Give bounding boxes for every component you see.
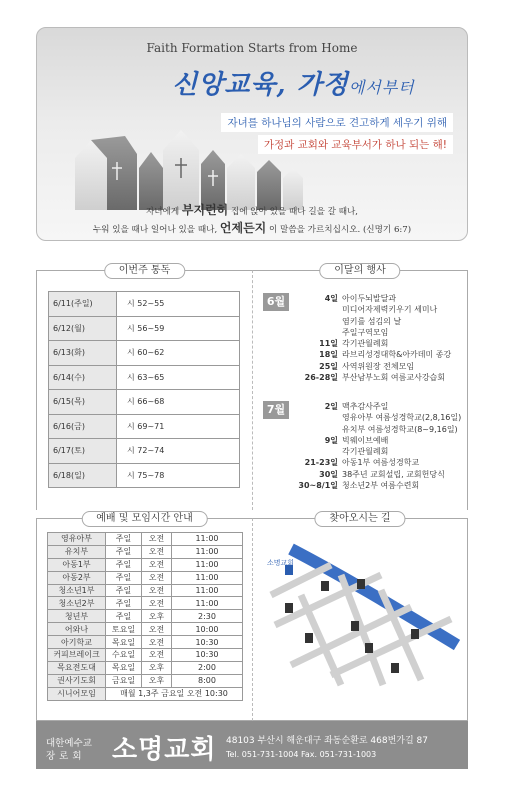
worship-day: 주일 [106, 545, 142, 558]
event-day: 11일 [319, 339, 338, 349]
event-text: 아동1부 여름성경학교 [342, 458, 420, 468]
worship-name: 아기학교 [48, 636, 106, 649]
event-text: 염키를 섬김의 날 [342, 316, 402, 326]
reading-row [49, 414, 240, 439]
reading-ref: 시 66~68 [117, 390, 240, 415]
worship-time: 8:00 [172, 674, 243, 687]
worship-ampm: 오후 [142, 661, 172, 674]
events-section [252, 265, 468, 510]
denomination-1: 대한예수교 [46, 738, 92, 749]
event-item [263, 316, 463, 327]
worship-ampm: 오전 [142, 558, 172, 571]
event-text: 사역위원장 전체모임 [342, 361, 415, 371]
event-text: 미디어자제력키우기 세미나 [342, 305, 438, 315]
reading-ref: 시 56~59 [117, 316, 240, 341]
event-item [263, 424, 463, 435]
event-day: 26-28일 [304, 373, 338, 383]
church-name: 소명교회 [112, 735, 217, 765]
reading-date: 6/16(금) [49, 414, 117, 439]
reading-row [49, 292, 240, 317]
worship-row [48, 571, 243, 584]
event-item [263, 304, 463, 315]
worship-row [48, 649, 243, 662]
reading-ref: 시 52~55 [117, 292, 240, 317]
worship-name: 어와나 [48, 623, 106, 636]
worship-name: 커피브레이크 [48, 649, 106, 662]
directions-section [252, 513, 468, 721]
denomination-2: 장로회 [46, 751, 86, 762]
worship-day: 주일 [106, 571, 142, 584]
worship-time: 11:00 [172, 558, 243, 571]
verse-line-1: 자녀에게 부지런히 집에 앉아 있을 때나 길을 갈 때나, [145, 203, 359, 217]
worship-name: 청년부 [48, 610, 106, 623]
worship-day: 주일 [106, 533, 142, 546]
worship-day: 주일 [106, 597, 142, 610]
month-badge-june: 6월 [263, 293, 289, 311]
worship-time: 11:00 [172, 571, 243, 584]
reading-date: 6/12(월) [49, 316, 117, 341]
worship-ampm: 오전 [142, 623, 172, 636]
worship-row [48, 558, 243, 571]
reading-date: 6/11(주일) [49, 292, 117, 317]
event-item [263, 412, 463, 423]
worship-day: 토요일 [106, 623, 142, 636]
korean-title: 신앙교육, 가정에서부터 [172, 70, 415, 100]
worship-time: 11:00 [172, 533, 243, 546]
worship-day: 목요일 [106, 636, 142, 649]
event-item [263, 361, 463, 372]
worship-name: 청소년2부 [48, 597, 106, 610]
event-text: 주일구역모임 [342, 327, 389, 337]
subtitle-2: 가정과 교회와 교육부서가 하나 되는 해! [258, 135, 453, 154]
worship-ampm: 오전 [142, 533, 172, 546]
worship-schedule: 매월 1,3주 금요일 오전 10:30 [106, 687, 243, 700]
worship-ampm: 오전 [142, 571, 172, 584]
worship-time: 2:30 [172, 610, 243, 623]
reading-date: 6/17(토) [49, 439, 117, 464]
month-badge-july: 7월 [263, 401, 289, 419]
worship-row [48, 584, 243, 597]
event-text: 38주년 교회설립, 교회헌당식 [342, 469, 445, 479]
worship-time: 11:00 [172, 597, 243, 610]
worship-table [47, 532, 243, 701]
worship-name: 아동2부 [48, 571, 106, 584]
event-item [263, 327, 463, 338]
worship-time: 11:00 [172, 545, 243, 558]
reading-row [49, 365, 240, 390]
worship-day: 금요일 [106, 674, 142, 687]
event-day: 2일 [324, 402, 338, 411]
worship-row [48, 661, 243, 674]
english-title: Faith Formation Starts from Home [146, 41, 358, 55]
event-day: 4일 [324, 294, 338, 303]
footer [36, 721, 468, 769]
subtitle-1: 자녀를 하나님의 사람으로 견고하게 세우기 위해 [221, 113, 453, 132]
event-day: 21-23일 [304, 458, 338, 468]
worship-time: 11:00 [172, 584, 243, 597]
reading-table [48, 291, 240, 488]
event-text: 청소년2부 여름수련회 [342, 481, 420, 491]
event-item [263, 446, 463, 457]
worship-row [48, 674, 243, 687]
reading-title: 이번주 통독 [104, 263, 185, 279]
worship-time: 2:00 [172, 661, 243, 674]
event-item [263, 293, 463, 304]
event-item [263, 469, 463, 480]
worship-name: 시니어모임 [48, 687, 106, 700]
worship-name: 청소년1부 [48, 584, 106, 597]
reading-ref: 시 63~65 [117, 365, 240, 390]
event-text: 유치부 여름성경학교(8~9,16일) [342, 424, 458, 434]
event-text: 각기관월례회 [342, 447, 389, 457]
event-day: 9일 [324, 435, 338, 445]
worship-ampm: 오후 [142, 674, 172, 687]
worship-name: 유치부 [48, 545, 106, 558]
reading-row [49, 439, 240, 464]
events-july [263, 401, 463, 491]
event-day: 18일 [319, 350, 338, 360]
event-item [263, 401, 463, 412]
reading-date: 6/13(화) [49, 341, 117, 366]
worship-title: 예배 및 모임시간 안내 [81, 511, 207, 527]
event-day: 25일 [319, 361, 338, 371]
worship-row [48, 687, 243, 700]
event-day [263, 424, 342, 435]
worship-ampm: 오전 [142, 545, 172, 558]
reading-date: 6/14(수) [49, 365, 117, 390]
verse-line-2: 누워 있을 때나 일어나 있을 때나, 언제든지 이 말씀을 가르치십시오. (신명기 6:7) [92, 221, 412, 235]
church-address: 48103 부산시 해운대구 좌동순환로 468번가길 87 [226, 736, 428, 746]
worship-day: 수요일 [106, 649, 142, 662]
worship-ampm: 오전 [142, 584, 172, 597]
worship-day: 주일 [106, 558, 142, 571]
worship-row [48, 533, 243, 546]
events-june [263, 293, 463, 383]
worship-row [48, 623, 243, 636]
worship-row [48, 636, 243, 649]
worship-section [36, 513, 252, 721]
reading-ref: 시 72~74 [117, 439, 240, 464]
event-text: 라브리성경대학&아카데미 종강 [342, 350, 452, 360]
event-text: 부산남부노회 여름교사강습회 [342, 373, 446, 383]
reading-row [49, 341, 240, 366]
event-item [263, 435, 463, 446]
event-day [263, 316, 342, 327]
event-text: 빅웨이브예배 [342, 435, 389, 445]
reading-ref: 시 75~78 [117, 463, 240, 488]
worship-name: 권사기도회 [48, 674, 106, 687]
reading-ref: 시 69~71 [117, 414, 240, 439]
event-day [263, 327, 342, 338]
event-text: 영유아부 여름성경학교(2,8,16일) [342, 413, 462, 423]
worship-time: 10:00 [172, 623, 243, 636]
event-item [263, 349, 463, 360]
worship-day: 주일 [106, 584, 142, 597]
worship-ampm: 오후 [142, 610, 172, 623]
worship-name: 영유아부 [48, 533, 106, 546]
event-text: 아이두뇌발달과 [342, 294, 397, 303]
reading-section [36, 265, 252, 510]
event-text: 맥추감사주일 [342, 402, 389, 411]
church-map-label: 소명교회 [267, 559, 295, 567]
event-item [263, 457, 463, 468]
worship-row [48, 610, 243, 623]
event-day: 30~8/1일 [298, 481, 338, 491]
church-phone: Tel. 051-731-1004 Fax. 051-731-1003 [226, 750, 377, 759]
worship-row [48, 545, 243, 558]
event-item [263, 372, 463, 383]
worship-day: 목요일 [106, 661, 142, 674]
events-title: 이달의 행사 [319, 263, 400, 279]
reading-row [49, 463, 240, 488]
worship-ampm: 오전 [142, 649, 172, 662]
event-day: 30일 [319, 469, 338, 479]
worship-time: 10:30 [172, 649, 243, 662]
reading-date: 6/15(목) [49, 390, 117, 415]
worship-ampm: 오전 [142, 597, 172, 610]
worship-name: 목요전도대 [48, 661, 106, 674]
reading-row [49, 316, 240, 341]
worship-time: 10:30 [172, 636, 243, 649]
event-day [263, 446, 342, 457]
event-text: 각기관월례회 [342, 339, 389, 349]
reading-ref: 시 60~62 [117, 341, 240, 366]
worship-day: 주일 [106, 610, 142, 623]
worship-ampm: 오전 [142, 636, 172, 649]
reading-row [49, 390, 240, 415]
location-map [261, 535, 461, 715]
worship-name: 아동1부 [48, 558, 106, 571]
reading-date: 6/18(일) [49, 463, 117, 488]
directions-title: 찾아오시는 길 [314, 511, 405, 527]
event-item [263, 480, 463, 491]
header-banner [36, 27, 468, 241]
event-item [263, 338, 463, 349]
worship-row [48, 597, 243, 610]
